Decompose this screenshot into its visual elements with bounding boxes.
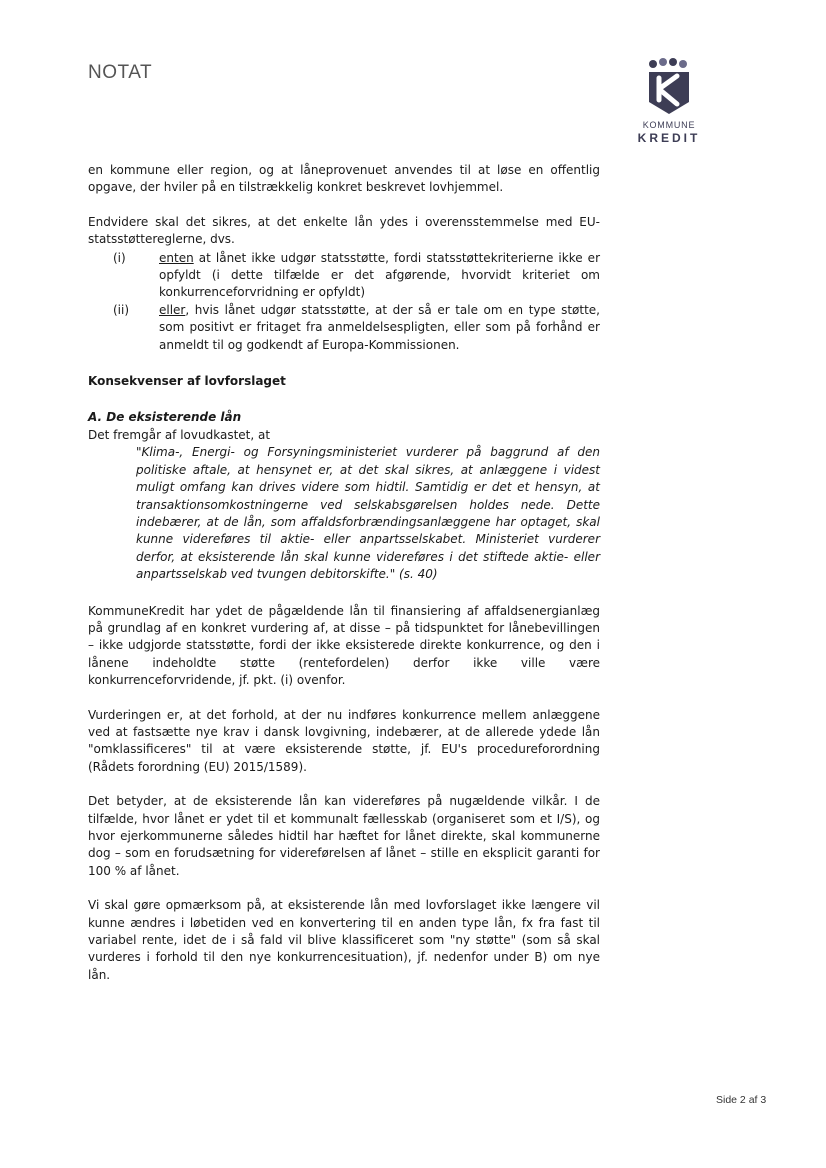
paragraph-2: Endvidere skal det sikres, at det enkelte lån ydes i overensstemmelse med EU-statsstøttereglerne, dvs. <box>88 214 600 247</box>
document-type-title: NOTAT <box>88 62 153 83</box>
list-item-rest: , hvis lånet udgør statsstøtte, at der så er tale om en type støtte, som positivt er fritaget fra anmeldelsespligten, eller som på forhånd er anmeldt til og godkendt af Europa-Kommissionen. <box>159 302 600 352</box>
law-quote: "Klima-, Energi- og Forsyningsministeriet vurderer på baggrund af den politiske aftale, at hensynet er, at det skal sikres, at anlæggene i videst muligt omfang kan drives videre som hidtil. Samtidig er det et hensyn, at transaktionsomkostningerne ved selskabsgørelsen holdes nede. Dette indebærer, at de lån, som affaldsforbrændingsanlæggene har optaget, skal kunne videreføres til aktie- eller anpartsselskabet. Ministeriet vurderer derfor, at eksisterende lån skal kunne videreføres i det stiftede aktie- eller anpartsselskab ved tvungen debitorskifte." (s. 40) <box>136 445 600 582</box>
logo-text-line2: KREDIT <box>637 131 701 145</box>
list-item-number: (i) <box>113 250 126 265</box>
subsection-heading: A. De eksisterende lån <box>88 410 242 425</box>
list-item-number: (ii) <box>113 302 130 317</box>
document-body <box>88 162 600 984</box>
list-item-rest: at lånet ikke udgør statsstøtte, fordi statsstøttekriterierne ikke er opfyldt (i dette tilfælde er det afgørende, hvorvidt kriteriet om konkurrenceforvridning er opfyldt) <box>159 250 600 300</box>
list-item <box>88 250 600 302</box>
logo-text-line1: KOMMUNE <box>642 120 696 130</box>
paragraph-1: en kommune eller region, og at låneprovenuet anvendes til at løse en offentlig opgave, der hviler på en tilstrækkelig konkret beskrevet lovhjemmel. <box>88 163 600 195</box>
page-number: Side 2 af 3 <box>716 1094 767 1106</box>
list-item-text <box>159 250 600 302</box>
list-item <box>88 302 600 354</box>
list-item-text <box>159 302 600 354</box>
logo-mark-icon <box>644 58 694 116</box>
paragraph-7: Vi skal gøre opmærksom på, at eksisterende lån med lovforslaget ikke længere vil kunne ændres i løbetiden ved en konvertering til en anden type lån, fx fra fast til variabel rente, idet de i så fald vil blive klassificeret som "ny støtte" (som så skal vurderes i forhold til den nye konkurrencesituation), jf. nedenfor under B) om nye lån. <box>88 898 600 982</box>
paragraph-3: Det fremgår af lovudkastet, at <box>88 427 271 442</box>
paragraph-6: Det betyder, at de eksisterende lån kan videreføres på nugældende vilkår. I de tilfælde, hvor lånet er ydet til et kommunalt fællesskab (organiseret som et I/S), og hvor ejerkommunerne således hidtil har hæftet for lånet direkte, skal kommunerne dog – som en forudsætning for videreførelsen af lånet – stille en eksplicit garanti for 100 % af lånet. <box>88 794 600 878</box>
criteria-list <box>88 250 600 354</box>
list-item-lead: eller <box>159 302 186 317</box>
paragraph-4: KommuneKredit har ydet de pågældende lån til finansiering af affaldsenergianlæg på grundlag af en konkret vurdering af, at disse – på tidspunktet for lånebevillingen – ikke udgjorde statsstøtte, fordi der ikke eksisterede direkte konkurrence, og den i lånene indeholdte støtte (rentefordelen) derfor ikke ville være konkurrenceforvridende, jf. pkt. (i) ovenfor. <box>88 603 600 688</box>
section-heading: Konsekvenser af lovforslaget <box>88 374 286 389</box>
paragraph-5: Vurderingen er, at det forhold, at der nu indføres konkurrence mellem anlæggene ved at fastsætte nye krav i dansk lovgivning, indebærer, at de allerede ydede lån "omklassificeres" til at være eksisterende støtte, jf. EU's procedureforordning (Rådets forordning (EU) 2015/1589). <box>88 707 600 774</box>
list-item-lead: enten <box>159 250 194 265</box>
kommunekredit-logo <box>634 58 704 148</box>
